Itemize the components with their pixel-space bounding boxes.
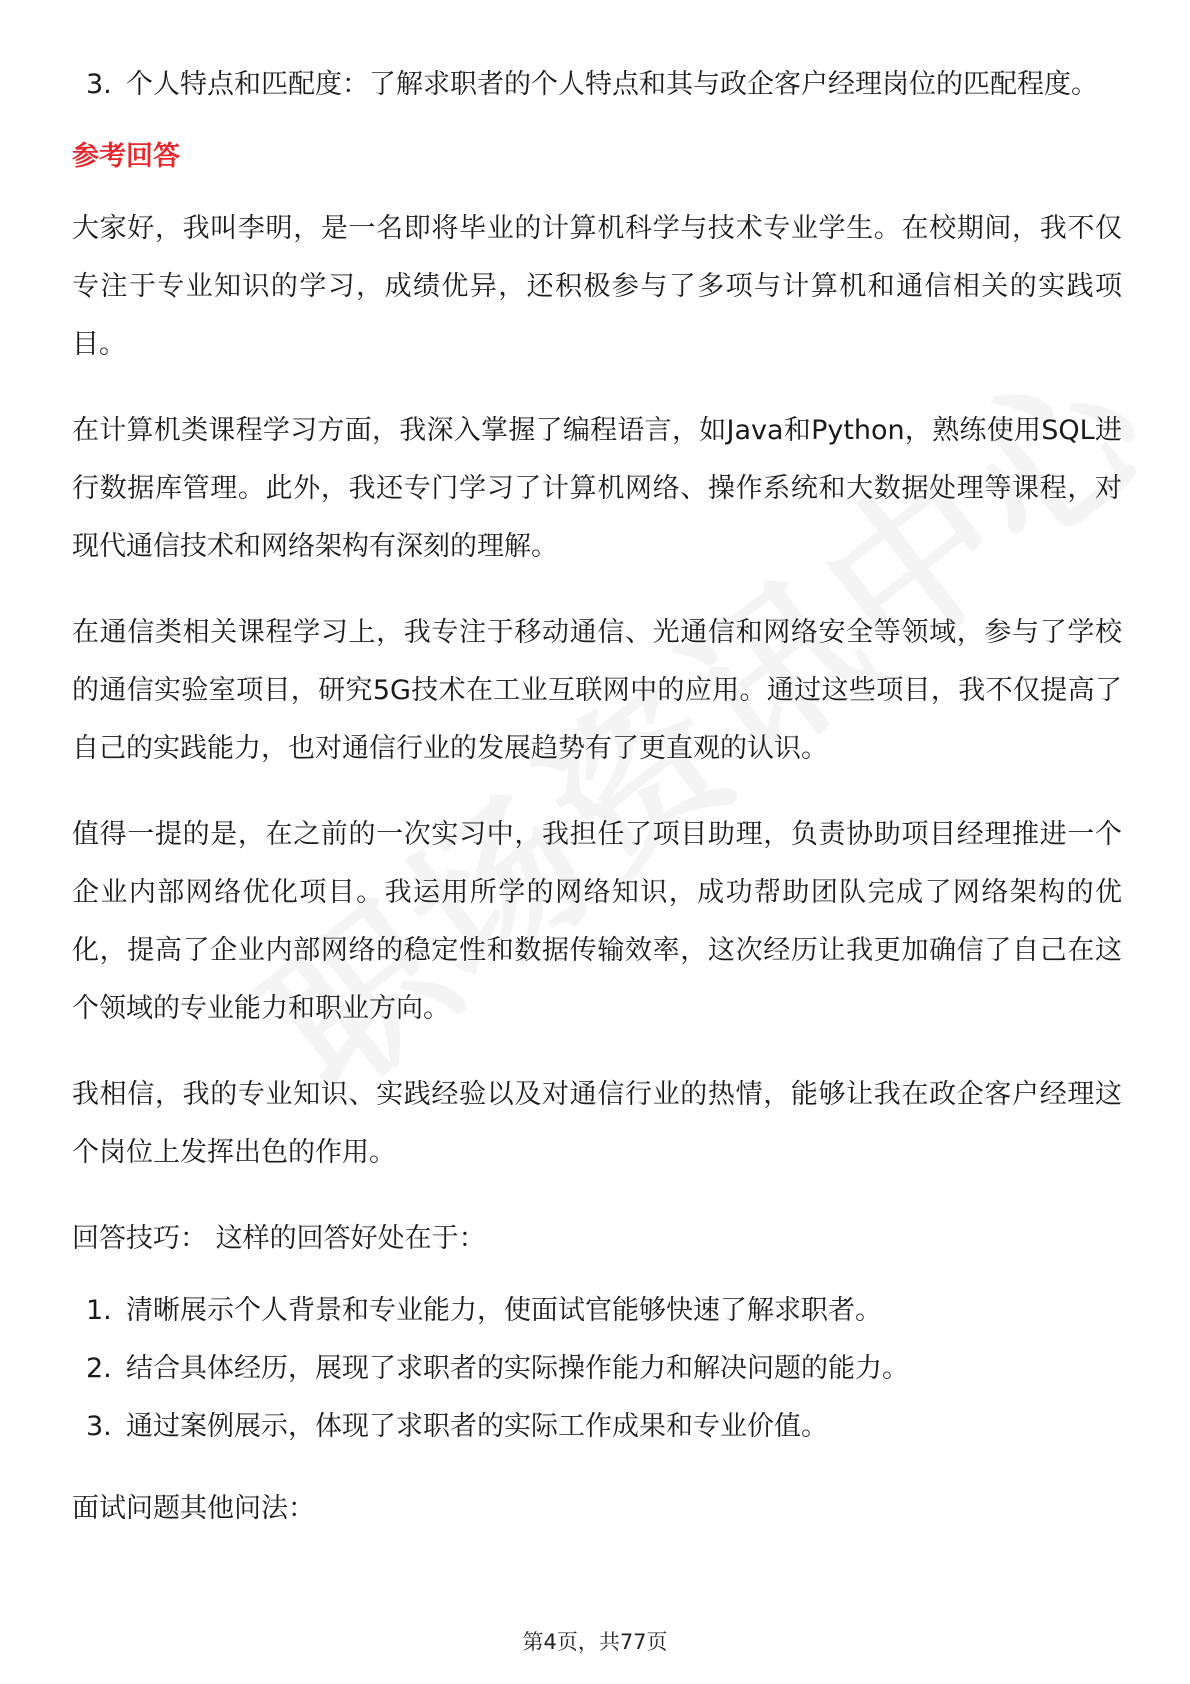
tips-heading: 回答技巧： 这样的回答好处在于： bbox=[72, 1223, 486, 1254]
list-text: 结合具体经历，展现了求职者的实际操作能力和解决问题的能力。 bbox=[126, 1353, 909, 1384]
answer-paragraph: 大家好，我叫李明，是一名即将毕业的计算机科学与技术专业学生。在校期间，我不仅专注于专业知识的学习，成绩优异，还积极参与了多项与计算机和通信相关的实践项目。 bbox=[72, 213, 1122, 360]
tips-list-item bbox=[72, 1340, 1122, 1398]
list-text: 通过案例展示，体现了求职者的实际工作成果和专业价值。 bbox=[126, 1411, 828, 1442]
list-number: 2. bbox=[86, 1353, 112, 1384]
tips-list-item bbox=[72, 1398, 1122, 1456]
tips-list bbox=[72, 1282, 1122, 1456]
list-number: 3. bbox=[86, 69, 112, 100]
answer-paragraph: 我相信，我的专业知识、实践经验以及对通信行业的热情，能够让我在政企客户经理这个岗位上发挥出色的作用。 bbox=[72, 1079, 1122, 1168]
answer-paragraph: 在通信类相关课程学习上，我专注于移动通信、光通信和网络安全等领域，参与了学校的通信实验室项目，研究5G技术在工业互联网中的应用。通过这些项目，我不仅提高了自己的实践能力，也对通信行业的发展趋势有了更直观的认识。 bbox=[72, 617, 1122, 764]
list-number: 1. bbox=[86, 1295, 112, 1326]
other-questions-heading: 面试问题其他问法： bbox=[72, 1493, 315, 1524]
content bbox=[72, 56, 1122, 1538]
intro-list-item bbox=[72, 56, 1122, 114]
answer-paragraph: 值得一提的是，在之前的一次实习中，我担任了项目助理，负责协助项目经理推进一个企业内部网络优化项目。我运用所学的网络知识，成功帮助团队完成了网络架构的优化，提高了企业内部网络的稳定性和数据传输效率，这次经历让我更加确信了自己在这个领域的专业能力和职业方向。 bbox=[72, 819, 1122, 1024]
section-title: 参考回答 bbox=[72, 141, 180, 172]
page-footer: 第4页，共77页 bbox=[522, 1630, 668, 1654]
list-text: 个人特点和匹配度：了解求职者的个人特点和其与政企客户经理岗位的匹配程度。 bbox=[126, 69, 1098, 100]
list-number: 3. bbox=[86, 1411, 112, 1442]
list-text: 清晰展示个人背景和专业能力，使面试官能够快速了解求职者。 bbox=[126, 1295, 882, 1326]
tips-list-item bbox=[72, 1282, 1122, 1340]
answer-paragraph: 在计算机类课程学习方面，我深入掌握了编程语言，如Java和Python，熟练使用SQL进行数据库管理。此外，我还专门学习了计算机网络、操作系统和大数据处理等课程，对现代通信技术和网络架构有深刻的理解。 bbox=[72, 415, 1122, 562]
